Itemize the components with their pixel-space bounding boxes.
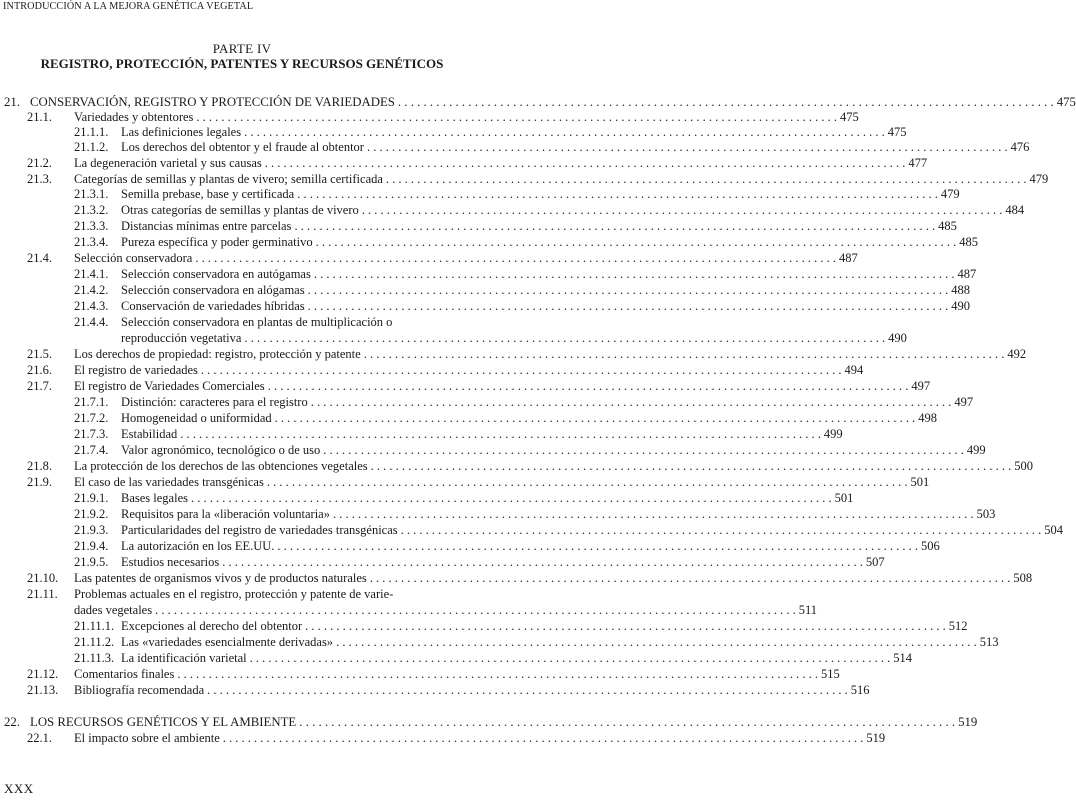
toc-entry-number: 21.1.	[27, 110, 52, 124]
toc-entry-page: 484	[1005, 203, 1025, 217]
toc-entry-title: Pureza específica y poder germinativo	[121, 235, 313, 249]
toc-entry	[74, 315, 478, 330]
toc-entry	[27, 459, 1034, 474]
toc-entry-title: Las patentes de organismos vivos y de productos naturales	[74, 571, 367, 585]
toc-entry	[27, 475, 930, 490]
toc-entry-title: Estabilidad	[121, 427, 178, 441]
dot-leader	[275, 411, 916, 426]
dot-leader	[364, 347, 1005, 362]
toc-entry-page: 501	[910, 475, 930, 489]
toc-entry	[74, 539, 940, 554]
toc-entry-page: 476	[1010, 140, 1030, 154]
dot-leader	[305, 619, 946, 634]
toc-entry	[74, 411, 938, 426]
toc-entry-title: CONSERVACIÓN, REGISTRO Y PROTECCIÓN DE VARIEDADES	[30, 95, 395, 109]
toc-entry-title: Particularidades del registro de variedades transgénicas	[121, 523, 398, 537]
toc-entry-title: La protección de los derechos de las obtenciones vegetales	[74, 459, 368, 473]
toc-entry-number: 21.11.3.	[74, 651, 115, 665]
toc-entry-number: 21.	[4, 95, 20, 109]
toc-entry-title: Homogeneidad o uniformidad	[121, 411, 272, 425]
dot-leader	[244, 125, 885, 140]
toc-entry-title: La degeneración varietal y sus causas	[74, 156, 262, 170]
toc-entry-title: Otras categorías de semillas y plantas de vivero	[121, 203, 359, 217]
toc-entry-title: LOS RECURSOS GENÉTICOS Y EL AMBIENTE	[30, 715, 297, 729]
toc-entry	[27, 110, 859, 125]
part-title: REGISTRO, PROTECCIÓN, PATENTES Y RECURSOS GENÉTICOS	[40, 56, 444, 71]
toc-entry-page: 475	[840, 110, 859, 124]
toc-entry-page: 488	[951, 283, 970, 297]
toc-entry	[4, 715, 978, 730]
dot-leader	[370, 571, 1011, 586]
toc-entry-title: Comentarios finales	[74, 667, 175, 681]
toc-entry-page: 479	[1029, 172, 1049, 186]
toc-entry	[27, 379, 931, 394]
dot-leader	[323, 443, 964, 458]
toc-entry	[74, 283, 970, 298]
dot-leader	[207, 683, 848, 698]
toc-entry	[27, 571, 1033, 586]
dot-leader	[314, 267, 955, 282]
toc-entry-page: 500	[1014, 459, 1034, 473]
toc-entry-number: 22.	[4, 715, 20, 729]
toc-entry-page: 487	[957, 267, 977, 281]
toc-entry-number: 21.3.2.	[74, 203, 109, 217]
toc-entry	[74, 219, 957, 234]
toc-entry-page: 511	[798, 603, 818, 617]
toc-entry-title: Bases legales	[121, 491, 188, 505]
dot-leader	[398, 95, 1054, 110]
dot-leader	[336, 635, 977, 650]
toc-entry	[27, 587, 478, 602]
toc-entry-title: Distinción: caracteres para el registro	[121, 395, 308, 409]
dot-leader	[333, 507, 974, 522]
toc-entry-page: 503	[976, 507, 996, 521]
toc-entry-page: 515	[820, 667, 840, 681]
toc-entry	[74, 619, 968, 634]
toc-entry-title: Las «variedades esencialmente derivadas»	[121, 635, 334, 649]
dot-leader	[308, 299, 949, 314]
toc-entry-title: Valor agronómico, tecnológico o de uso	[121, 443, 321, 457]
dot-leader	[401, 523, 1042, 538]
toc-entry-number: 21.11.	[27, 587, 58, 601]
toc-entry-number: 21.10.	[27, 571, 59, 585]
toc-entry-page: 512	[948, 619, 968, 633]
toc-entry-number: 21.7.4.	[74, 443, 109, 457]
toc-entry-number: 21.4.4.	[74, 315, 109, 329]
dot-leader	[191, 491, 832, 506]
toc-entry	[27, 156, 928, 171]
toc-entry	[74, 235, 978, 250]
dot-leader	[196, 110, 837, 125]
toc-entry-number: 21.9.3.	[74, 523, 109, 537]
toc-entry-number: 21.8.	[27, 459, 52, 473]
toc-entry-page: 507	[865, 555, 885, 569]
toc-entry-title: La identificación varietal	[121, 651, 247, 665]
toc-entry	[74, 299, 970, 314]
toc-entry-title-continued: dades vegetales	[74, 603, 153, 617]
toc-entry	[27, 667, 840, 682]
dot-leader	[267, 475, 908, 490]
toc-entry-title: Selección conservadora en plantas de multiplicación o	[121, 315, 393, 329]
toc-entry-continuation	[74, 603, 818, 618]
toc-entry	[74, 523, 1063, 538]
toc-entry-title: Conservación de variedades híbridas	[121, 299, 305, 313]
part-label: PARTE IV	[212, 41, 272, 56]
toc-entry	[74, 187, 960, 202]
toc-entry-page: 477	[908, 156, 928, 170]
toc-entry-number: 21.9.2.	[74, 507, 109, 521]
toc-entry-page: 479	[940, 187, 960, 201]
toc-entry-number: 21.11.2.	[74, 635, 115, 649]
toc-entry-number: 21.1.2.	[74, 140, 109, 154]
toc-entry	[74, 395, 974, 410]
toc-entry-number: 21.11.1.	[74, 619, 115, 633]
dot-leader	[299, 715, 955, 730]
toc-entry	[74, 203, 1025, 218]
dot-leader	[177, 667, 818, 682]
toc-entry	[27, 731, 886, 746]
toc-entry-title: El impacto sobre el ambiente	[74, 731, 220, 745]
toc-entry-number: 21.12.	[27, 667, 59, 681]
toc-entry-number: 21.7.	[27, 379, 52, 393]
dot-leader	[362, 203, 1003, 218]
toc-entry-number: 21.1.1.	[74, 125, 109, 139]
toc-entry-title: El registro de variedades	[74, 363, 198, 377]
toc-entry-title: Selección conservadora en autógamas	[121, 267, 311, 281]
toc-entry-page: 494	[844, 363, 864, 377]
toc-entry	[74, 443, 986, 458]
toc-entry-title: Requisitos para la «liberación voluntaria»	[121, 507, 330, 521]
toc-entry-continuation	[121, 331, 907, 346]
toc-entry-title: Selección conservadora en alógamas	[121, 283, 305, 297]
toc-entry-number: 21.9.5.	[74, 555, 109, 569]
toc-entry-title: Semilla prebase, base y certificada	[121, 187, 295, 201]
toc-entry-number: 21.4.3.	[74, 299, 109, 313]
toc-entry-title: Problemas actuales en el registro, protección y patente de varie-	[74, 587, 394, 601]
dot-leader	[223, 731, 864, 746]
dot-leader	[180, 427, 821, 442]
dot-leader	[308, 283, 949, 298]
toc-entry-page: 508	[1013, 571, 1033, 585]
toc-entry	[74, 125, 907, 140]
toc-entry-title: Los derechos de propiedad: registro, protección y patente	[74, 347, 361, 361]
toc-entry-title: Selección conservadora	[74, 251, 193, 265]
toc-entry-page: 499	[966, 443, 986, 457]
toc-entry	[27, 172, 1049, 187]
toc-entry-title-continued: reproducción vegetativa	[121, 331, 242, 345]
toc-entry-page: 475	[887, 125, 907, 139]
toc-entry	[27, 363, 864, 378]
dot-leader	[222, 555, 863, 570]
toc-entry-number: 21.3.4.	[74, 235, 109, 249]
dot-leader	[311, 395, 952, 410]
toc-entry-title: Variedades y obtentores	[74, 110, 194, 124]
running-head: INTRODUCCIÓN A LA MEJORA GENÉTICA VEGETAL	[3, 1, 254, 12]
toc-entry-title: Las definiciones legales	[121, 125, 242, 139]
toc-entry-page: 513	[979, 635, 999, 649]
toc-entry	[74, 491, 854, 506]
toc-entry-number: 21.4.1.	[74, 267, 109, 281]
toc-entry-number: 21.6.	[27, 363, 52, 377]
toc-entry-number: 21.7.2.	[74, 411, 109, 425]
dot-leader	[268, 379, 909, 394]
toc-entry-page: 519	[866, 731, 886, 745]
toc-entry	[74, 267, 977, 282]
dot-leader	[250, 651, 891, 666]
toc-entry-number: 21.2.	[27, 156, 52, 170]
toc-entry-page: 519	[958, 715, 978, 729]
toc-entry-page: 498	[918, 411, 938, 425]
dot-leader	[297, 187, 938, 202]
toc-entry-page: 504	[1044, 523, 1063, 537]
toc-entry-title: El registro de Variedades Comerciales	[74, 379, 265, 393]
toc-entry	[27, 683, 870, 698]
toc-entry	[74, 555, 885, 570]
dot-leader	[277, 539, 918, 554]
toc-entry-number: 21.5.	[27, 347, 52, 361]
toc-entry-title: El caso de las variedades transgénicas	[74, 475, 264, 489]
toc-entry-number: 21.3.3.	[74, 219, 109, 233]
dot-leader	[265, 156, 906, 171]
toc-entry-page: 516	[850, 683, 870, 697]
toc-entry	[74, 427, 843, 442]
toc-entry	[27, 347, 1027, 362]
toc-entry-page: 490	[888, 331, 907, 345]
toc-entry-page: 487	[838, 251, 858, 265]
toc-entry-number: 21.4.2.	[74, 283, 109, 297]
dot-leader	[316, 235, 957, 250]
dot-leader	[386, 172, 1027, 187]
toc-entry-number: 21.4.	[27, 251, 52, 265]
toc-entry	[74, 651, 913, 666]
toc-entry-page: 492	[1007, 347, 1027, 361]
toc-entry-page: 499	[823, 427, 843, 441]
toc-entry-title: Bibliografía recomendada	[74, 683, 205, 697]
toc-entry-number: 21.7.1.	[74, 395, 109, 409]
toc-entry	[4, 95, 1076, 110]
dot-leader	[367, 140, 1008, 155]
toc-entry	[74, 507, 996, 522]
toc-entry-number: 21.3.	[27, 172, 52, 186]
toc-entry-number: 21.9.1.	[74, 491, 109, 505]
dot-leader	[155, 603, 796, 618]
dot-leader	[244, 331, 885, 346]
toc-entry-title: Los derechos del obtentor y el fraude al obtentor	[121, 140, 364, 154]
toc-entry-page: 497	[911, 379, 931, 393]
toc-entry-page: 475	[1056, 95, 1076, 109]
toc-entry-number: 21.9.4.	[74, 539, 109, 553]
dot-leader	[294, 219, 935, 234]
dot-leader	[371, 459, 1012, 474]
toc-entry-page: 501	[834, 491, 854, 505]
toc-entry-page: 506	[921, 539, 940, 553]
toc-entry-title: Estudios necesarios	[121, 555, 220, 569]
page-folio: XXX	[4, 781, 34, 796]
toc-entry-page: 497	[954, 395, 974, 409]
toc-entry-number: 22.1.	[27, 731, 52, 745]
toc-entry	[74, 635, 999, 650]
toc-entry-title: Distancias mínimas entre parcelas	[121, 219, 292, 233]
toc-entry-number: 21.13.	[27, 683, 59, 697]
toc-entry-number: 21.9.	[27, 475, 52, 489]
dot-leader	[195, 251, 836, 266]
toc-entry-number: 21.3.1.	[74, 187, 109, 201]
toc-entry	[27, 251, 858, 266]
toc-entry-page: 514	[893, 651, 913, 665]
toc-entry-number: 21.7.3.	[74, 427, 109, 441]
toc-entry-title: La autorización en los EE.UU.	[121, 539, 275, 553]
toc-entry-title: Excepciones al derecho del obtentor	[121, 619, 303, 633]
toc-entry	[74, 140, 1030, 155]
toc-entry-page: 490	[951, 299, 970, 313]
toc-entry-page: 485	[938, 219, 957, 233]
toc-entry-title: Categorías de semillas y plantas de vivero; semilla certificada	[74, 172, 383, 186]
dot-leader	[201, 363, 842, 378]
toc-entry-page: 485	[959, 235, 978, 249]
